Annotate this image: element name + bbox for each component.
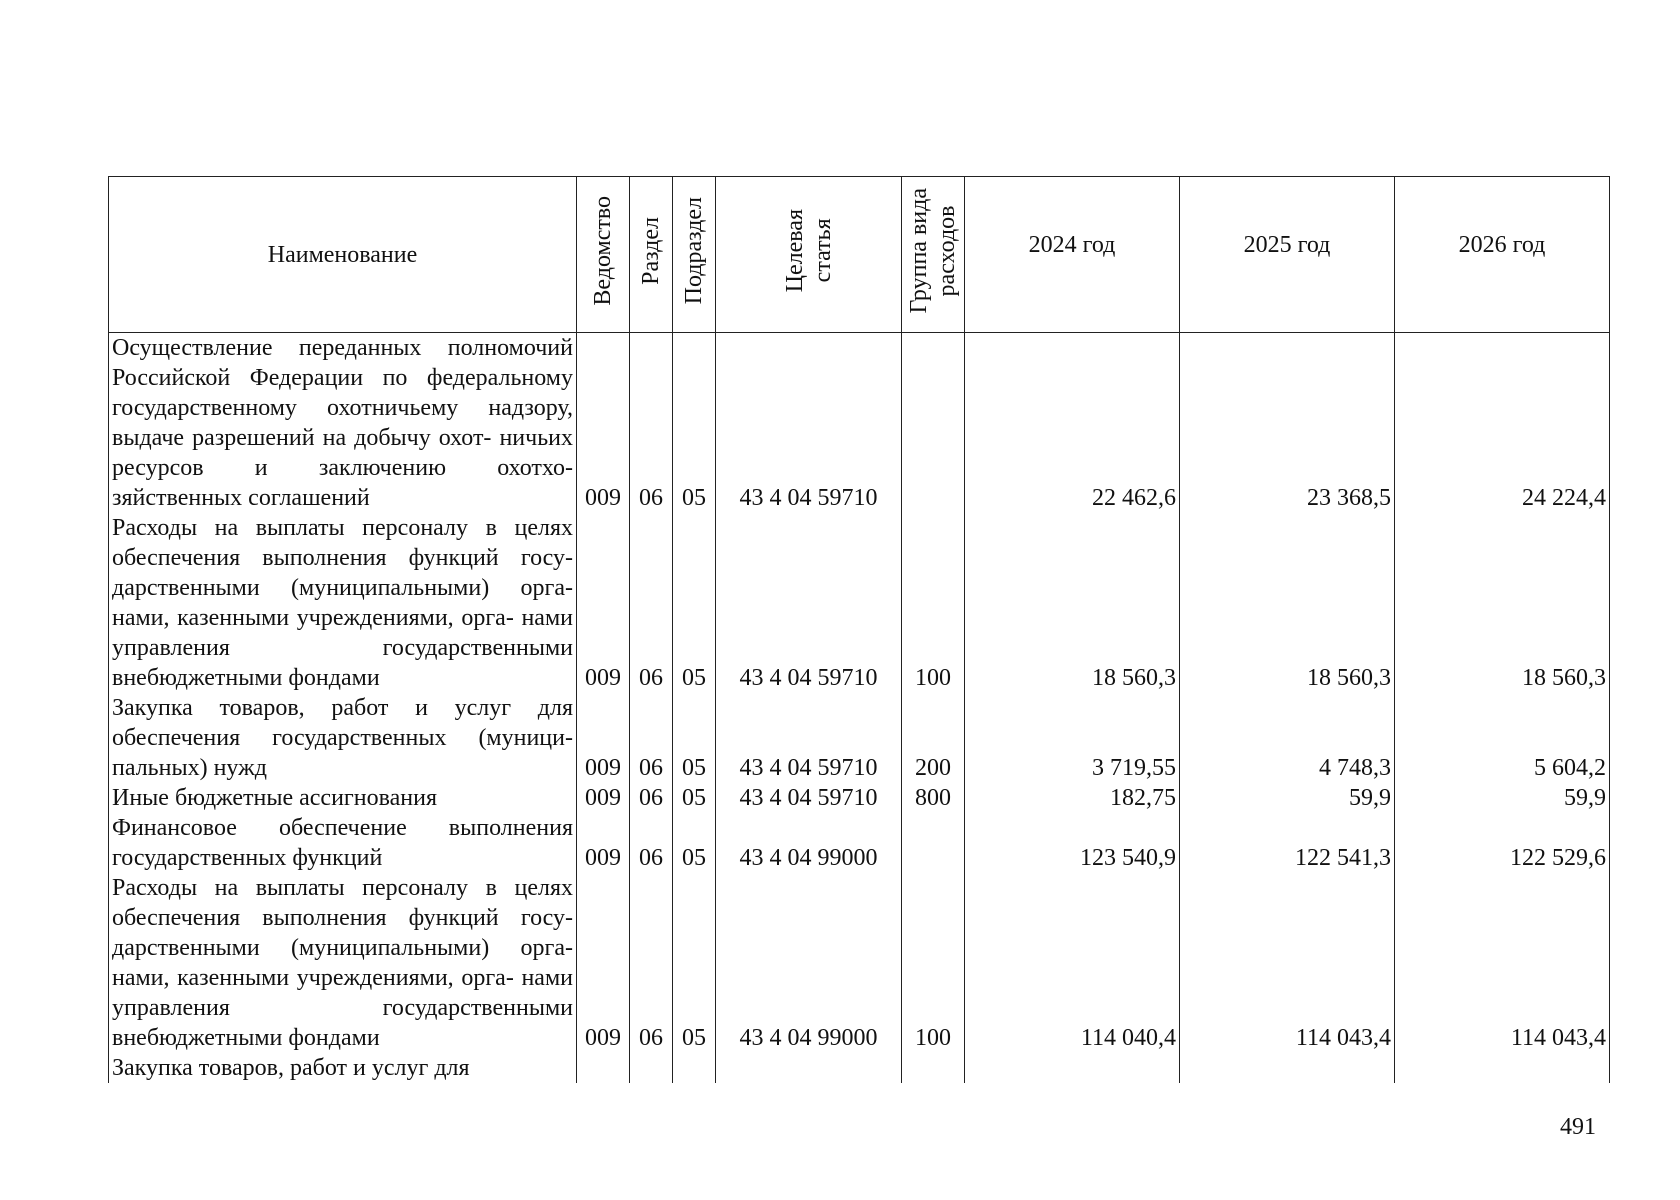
header-razdel: Раздел [630,177,673,333]
table-row [109,783,1610,813]
row-celevaya-statya: 43 4 04 99000 [716,873,902,1053]
row-podrazdel: 05 [673,783,716,813]
row-value-2024: 182,75 [965,783,1180,813]
row-value-2026: 122 529,6 [1395,813,1610,873]
row-gruppa: 200 [902,693,965,783]
table-row [109,333,1610,514]
row-name: Расходы на выплаты персоналу в целях обеспечения выполнения функций госу- дарственными (муниципальными) орга- нами, казенными учреждениями, орга- нами управления государственными внебюджетными фондами [109,513,577,693]
row-celevaya-statya: 43 4 04 59710 [716,513,902,693]
row-gruppa [902,333,965,514]
table-row [109,513,1610,693]
row-value-2026: 18 560,3 [1395,513,1610,693]
row-name: Осуществление переданных полномочий Российской Федерации по федеральному государственному охотничьему надзору, выдаче разрешений на добычу охот- ничьих ресурсов и заключению охотхо- зяйственных соглашений [109,333,577,514]
table-row [109,1053,1610,1083]
row-vedomstvo [577,1053,630,1083]
header-gruppa-vida-rashodov: Группа вида расходов [902,177,965,333]
budget-table [108,176,1610,1083]
table-header-row [109,177,1610,333]
row-value-2025: 23 368,5 [1180,333,1395,514]
row-podrazdel: 05 [673,693,716,783]
row-razdel: 06 [630,513,673,693]
row-value-2025 [1180,1053,1395,1083]
row-value-2026: 24 224,4 [1395,333,1610,514]
row-gruppa [902,1053,965,1083]
row-name: Иные бюджетные ассигнования [109,783,577,813]
table-row [109,813,1610,873]
row-gruppa: 800 [902,783,965,813]
row-razdel: 06 [630,873,673,1053]
header-celevaya-statya: Целевая статья [716,177,902,333]
header-name: Наименование [109,177,577,333]
row-celevaya-statya: 43 4 04 59710 [716,783,902,813]
row-razdel: 06 [630,783,673,813]
row-celevaya-statya [716,1053,902,1083]
row-name: Закупка товаров, работ и услуг для [109,1053,577,1083]
row-value-2024: 3 719,55 [965,693,1180,783]
row-gruppa [902,813,965,873]
row-value-2025: 122 541,3 [1180,813,1395,873]
row-vedomstvo: 009 [577,873,630,1053]
header-2026: 2026 год [1395,177,1610,333]
row-razdel: 06 [630,333,673,514]
row-value-2026: 114 043,4 [1395,873,1610,1053]
row-vedomstvo: 009 [577,693,630,783]
header-podrazdel: Подраздел [673,177,716,333]
row-podrazdel: 05 [673,513,716,693]
table-row [109,693,1610,783]
row-value-2024 [965,1053,1180,1083]
row-name: Финансовое обеспечение выполнения государственных функций [109,813,577,873]
row-value-2024: 18 560,3 [965,513,1180,693]
row-podrazdel: 05 [673,333,716,514]
header-vedomstvo: Ведомство [577,177,630,333]
row-value-2026: 5 604,2 [1395,693,1610,783]
row-name: Расходы на выплаты персоналу в целях обеспечения выполнения функций госу- дарственными (муниципальными) орга- нами, казенными учреждениями, орга- нами управления государственными внебюджетными фондами [109,873,577,1053]
row-celevaya-statya: 43 4 04 59710 [716,333,902,514]
row-value-2025: 18 560,3 [1180,513,1395,693]
row-razdel: 06 [630,693,673,783]
row-name: Закупка товаров, работ и услуг для обеспечения государственных (муници- пальных) нужд [109,693,577,783]
row-podrazdel [673,1053,716,1083]
row-value-2025: 4 748,3 [1180,693,1395,783]
row-razdel [630,1053,673,1083]
row-razdel: 06 [630,813,673,873]
page-number: 491 [1560,1114,1596,1140]
row-celevaya-statya: 43 4 04 59710 [716,693,902,783]
row-value-2024: 123 540,9 [965,813,1180,873]
row-value-2026 [1395,1053,1610,1083]
header-2024: 2024 год [965,177,1180,333]
row-value-2024: 22 462,6 [965,333,1180,514]
row-value-2025: 114 043,4 [1180,873,1395,1053]
row-vedomstvo: 009 [577,333,630,514]
row-celevaya-statya: 43 4 04 99000 [716,813,902,873]
row-value-2025: 59,9 [1180,783,1395,813]
row-podrazdel: 05 [673,813,716,873]
row-value-2024: 114 040,4 [965,873,1180,1053]
row-gruppa: 100 [902,873,965,1053]
row-vedomstvo: 009 [577,513,630,693]
table-row [109,873,1610,1053]
header-2025: 2025 год [1180,177,1395,333]
row-gruppa: 100 [902,513,965,693]
row-vedomstvo: 009 [577,783,630,813]
row-value-2026: 59,9 [1395,783,1610,813]
row-vedomstvo: 009 [577,813,630,873]
row-podrazdel: 05 [673,873,716,1053]
